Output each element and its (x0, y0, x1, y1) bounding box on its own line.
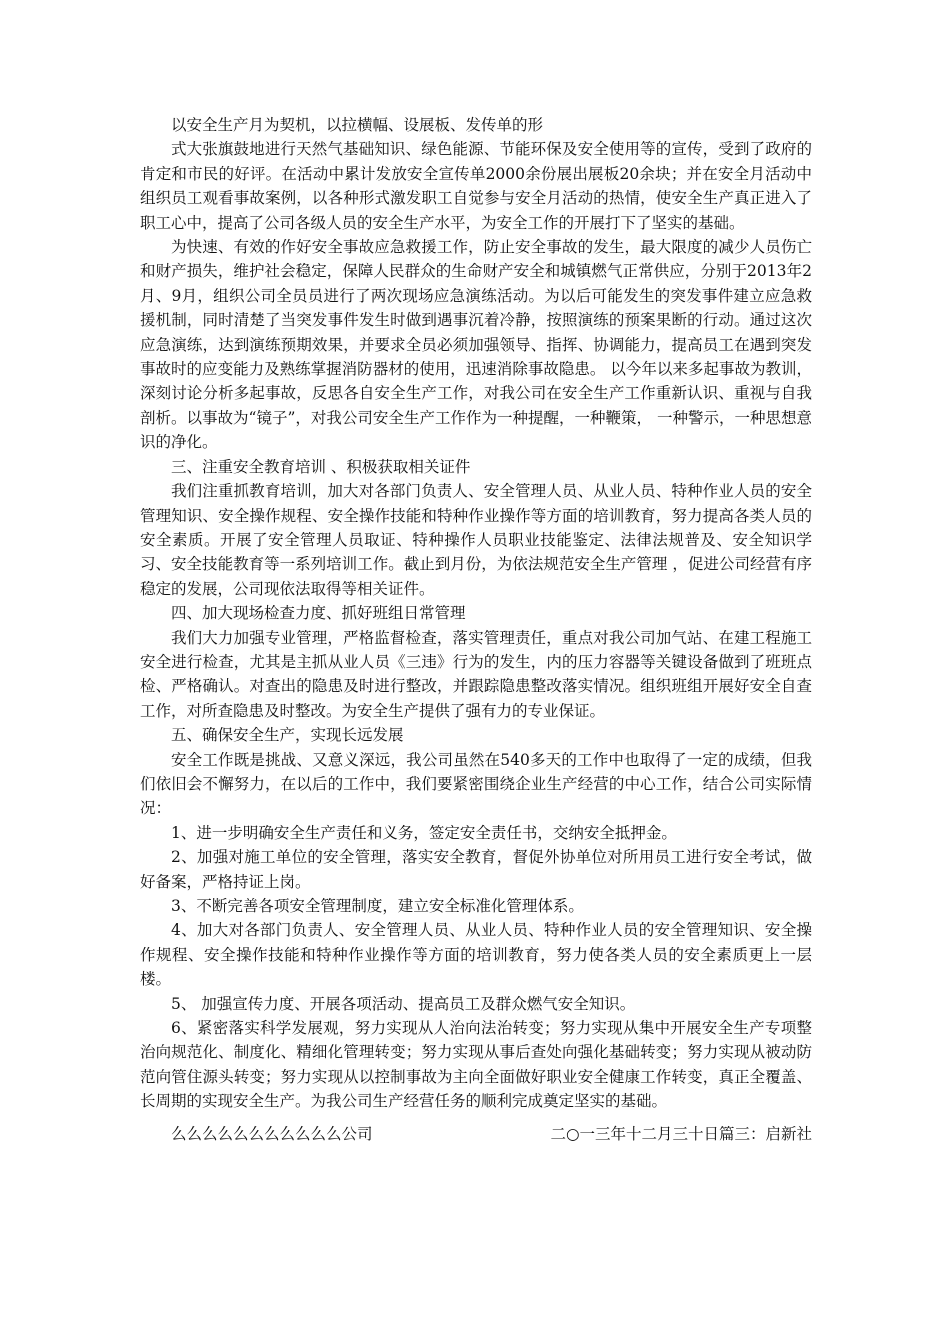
list-item-5: 5、 加强宣传力度、开展各项活动、提高员工及群众燃气安全知识。 (171, 994, 636, 1013)
list-item-4: 4、加大对各部门负责人、安全管理人员、从业人员、特种作业人员的安全管理知识、安全操作规程、安全操作技能和特种作业操作等方面的培训教育，努力使各类人员的安全素质更上一层楼。 (140, 921, 812, 989)
paragraph-emergency-drill: 为快速、有效的作好安全事故应急救援工作，防止安全事故的发生，最大限度的减少人员伤亡和财产损失，维护社会稳定，保障人民群众的生命财产安全和城镇燃气正常供应，分别于2013年2月、9月，组织公司全员员进行了两次现场应急演练活动。为以后可能发生的突发事件建立应急救援机制，同时清楚了当突发事件发生时做到遇事沉着冷静，按照演练的预案果断的行动。通过这次应急演练，达到演练预期效果，并要求全员必须加强领导、指挥、协调能力，提高员工在遇到突发事故时的应变能力及熟练掌握消防器材的使用，迅速消除事故隐患。 以今年以来多起事故为教训，深刻讨论分析多起事故，反思各自安全生产工作，对我公司在安全生产工作重新认识、重视与自我剖析。以事故为“镜子”，对我公司安全生产工作作为一种提醒，一种鞭策， 一种警示，一种思想意识的净化。 (140, 238, 812, 452)
section-heading-3: 三、注重安全教育培训 、积极获取相关证件 (171, 457, 471, 476)
signature-line (140, 1122, 812, 1146)
list-item-1: 1、进一步明确安全生产责任和义务，签定安全责任书，交纳安全抵押金。 (171, 823, 677, 842)
section-heading-5: 五、确保安全生产，实现长远发展 (171, 726, 404, 745)
list-item-2: 2、加强对施工单位的安全管理，落实安全教育，督促外协单位对所用员工进行安全考试，做好备案，严格持证上岗。 (140, 848, 812, 891)
paragraph-training: 我们注重抓教育培训，加大对各部门负责人、安全管理人员、从业人员、特种作业人员的安全管理知识、安全操作规程、安全操作技能和特种作业操作等方面的培训教育，努力提高各类人员的安全素质。开展了安全管理人员取证、特种操作人员职业技能鉴定、法律法规普及、安全知识学习、安全技能教育等一系列培训工作。截止到月份，为依法规范安全生产管理 ，促进公司经营有序稳定的发展，公司现依法取得等相关证件。 (140, 482, 812, 598)
paragraph-development: 安全工作既是挑战、又意义深远，我公司虽然在540多天的工作中也取得了一定的成绩，但我们依旧会不懈努力，在以后的工作中，我们要紧密围绕企业生产经营的中心工作，结合公司实际情况： (140, 750, 812, 818)
paragraph-publicity: 式大张旗鼓地进行天然气基础知识、绿色能源、节能环保及安全使用等的宣传，受到了政府的肯定和市民的好评。在活动中累计发放安全宣传单2000余份展出展板20余块；并在安全月活动中组织员工观看事故案例，以各种形式激发职工自觉参与安全月活动的热情，使安全生产真正进入了职工心中，提高了公司各级人员的安全生产水平，为安全工作的开展打下了坚实的基础。 (140, 140, 812, 232)
signature-company: 么么么么么么么么么么么公司 (171, 1124, 373, 1143)
paragraph-inspection: 我们大力加强专业管理，严格监督检查，落实管理责任，重点对我公司加气站、在建工程施工安全进行检查，尤其是主抓从业人员《三违》行为的发生，内的压力容器等关键设备做到了班班点检、严格确认。对查出的隐患及时进行整改，并跟踪隐患整改落实情况。组织班组开展好安全自查工作，对所查隐患及时整改。为安全生产提供了强有力的专业保证。 (140, 628, 812, 720)
list-item-3: 3、不断完善各项安全管理制度，建立安全标准化管理体系。 (171, 897, 584, 915)
signature-date: 二○一三年十二月三十日篇三：启新社 (550, 1124, 812, 1143)
section-heading-4: 四、加大现场检查力度、抓好班组日常管理 (171, 604, 466, 623)
paragraph-intro: 以安全生产月为契机，以拉横幅、设展板、发传单的形 (171, 116, 544, 134)
list-item-6: 6、紧密落实科学发展观，努力实现从人治向法治转变；努力实现从集中开展安全生产专项整治向规范化、制度化、精细化管理转变；努力实现从事后查处向强化基础转变；努力实现从被动防范向管住源头转变；努力实现从以控制事故为主向全面做好职业安全健康工作转变，真正全覆盖、长周期的实现安全生产。为我公司生产经营任务的顺利完成奠定坚实的基础。 (140, 1019, 812, 1111)
document-body (140, 113, 812, 1146)
